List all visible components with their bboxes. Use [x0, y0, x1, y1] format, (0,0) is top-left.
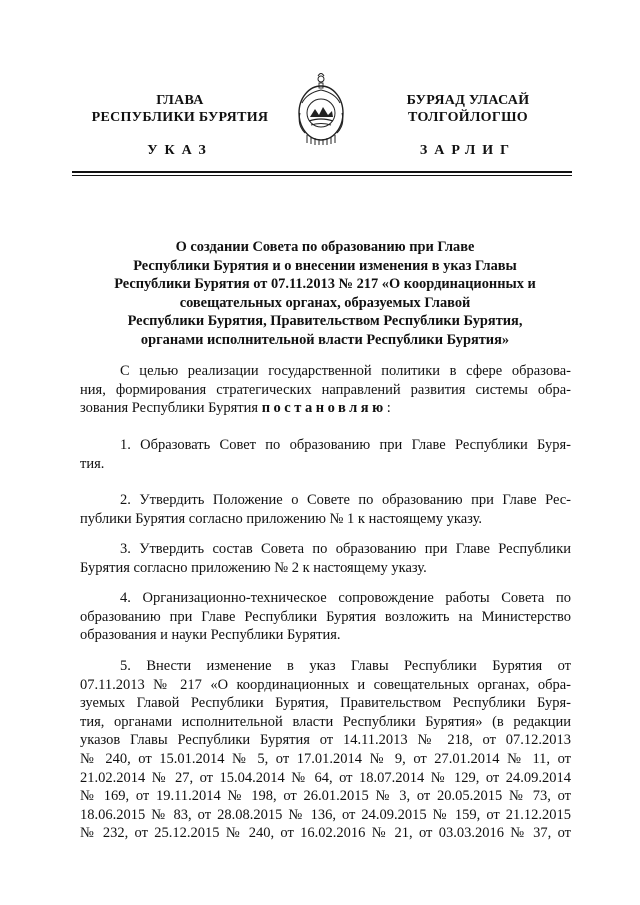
- paragraph-line: указов Главы Республики Бурятия от 14.11.2013 № 218, от 07.12.2013: [80, 732, 571, 749]
- title-line: О создании Совета по образованию при Главе: [175, 239, 475, 255]
- header-divider-thin: [72, 175, 572, 176]
- paragraph-line: образованию при Главе Республики Бурятия возложить на Министерство: [80, 608, 571, 625]
- paragraph-line: 4. Организационно-техническое сопровождение работы Совета по: [120, 590, 571, 606]
- preamble-last-suffix: :: [386, 400, 391, 417]
- paragraph-line: 5. Внести изменение в указ Главы Республики Бурятия от: [120, 658, 571, 674]
- paragraph-line: № 232, от 25.12.2015 № 240, от 16.02.2016 № 21, от 03.03.2016 № 37, от: [80, 825, 571, 842]
- preamble-last-prefix: зования Республики Бурятия: [80, 400, 262, 417]
- header-left-line: ГЛАВА: [156, 93, 204, 108]
- resolve-word: постановляю: [261, 400, 387, 417]
- header-divider: [72, 171, 572, 173]
- paragraph-line: тия.: [80, 455, 105, 472]
- paragraph-line: Бурятия согласно приложению № 2 к настоящему указу.: [80, 559, 427, 576]
- paragraph-line: 2. Утвердить Положение о Совете по образованию при Главе Рес-: [120, 492, 571, 508]
- preamble-line: ния, формирования стратегических направлений развития системы обра-: [80, 381, 571, 398]
- paragraph-line: № 240, от 15.01.2014 № 5, от 17.01.2014 № 9, от 27.01.2014 № 11, от: [80, 750, 571, 767]
- paragraph-item-4: [80, 589, 571, 645]
- title-line: Республики Бурятия и о внесении изменения в указ Главы: [133, 257, 517, 274]
- paragraph-item-3: [80, 540, 571, 577]
- paragraph-line: 07.11.2013 № 217 «О координационных и совещательных органах, обра-: [80, 676, 571, 693]
- paragraph-line: 3. Утвердить состав Совета по образованию при Главе Республики: [120, 541, 571, 557]
- title-line: Республики Бурятия, Правительством Республики Бурятия,: [127, 313, 523, 329]
- header-right-title: [368, 92, 568, 126]
- header-right-line: БУРЯАД УЛАСАЙ: [406, 93, 530, 108]
- paragraph-line: 1. Образовать Совет по образованию при Главе Республики Буря-: [120, 437, 571, 453]
- header-right-line: ТОЛГОЙЛОГШО: [408, 110, 528, 125]
- paragraph-line: зуемых Главой Республики Бурятия, Правительством Республики Буря-: [80, 695, 571, 712]
- paragraph-item-5: [80, 657, 571, 843]
- header-left-title: [80, 92, 280, 126]
- document-title: [80, 238, 570, 349]
- paragraph-line: тия, органами исполнительной власти Республики Бурятия» (в редакции: [80, 713, 571, 730]
- title-line: совещательных органах, образуемых Главой: [179, 294, 471, 311]
- preamble-last-line: [80, 399, 571, 418]
- paragraph-line: образования и науки Республики Бурятия.: [80, 627, 341, 644]
- decree-label-bua: ЗАРЛИГ: [419, 143, 517, 158]
- preamble-line: С целью реализации государственной политики в сфере образова-: [120, 363, 571, 379]
- preamble-paragraph: [80, 362, 571, 418]
- header-left-line: РЕСПУБЛИКИ БУРЯТИЯ: [91, 110, 269, 125]
- paragraph-line: 18.06.2015 № 83, от 28.08.2015 № 136, от 24.09.2015 № 159, от 21.12.2015: [80, 806, 571, 823]
- coat-of-arms-buryatia-icon: [293, 73, 349, 147]
- paragraph-item-1: [80, 436, 571, 473]
- title-line: Республики Бурятия от 07.11.2013 № 217 «О координационных и: [114, 276, 536, 292]
- title-line: органами исполнительной власти Республики Бурятия»: [140, 331, 510, 348]
- paragraph-item-2: [80, 491, 571, 528]
- paragraph-line: 21.02.2014 № 27, от 15.04.2014 № 64, от 18.07.2014 № 129, от 24.09.2014: [80, 769, 571, 786]
- paragraph-line: № 169, от 19.11.2014 № 198, от 26.01.2015 № 3, от 20.05.2015 № 73, от: [80, 788, 571, 805]
- decree-label-ru: УКАЗ: [147, 143, 213, 158]
- paragraph-line: публики Бурятия согласно приложению № 1 к настоящему указу.: [80, 510, 482, 527]
